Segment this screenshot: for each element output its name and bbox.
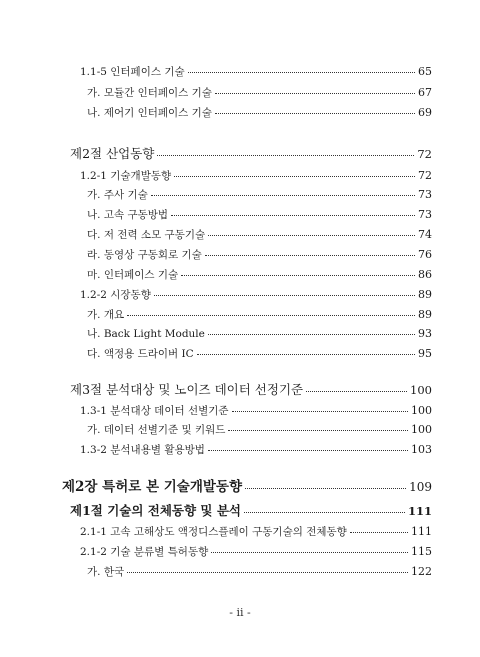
toc-entry-page: 65 <box>418 65 432 78</box>
dot-leader <box>228 430 408 431</box>
dot-leader <box>205 255 415 256</box>
toc-entry-title: 가. 모듈간 인터페이스 기술 <box>87 87 212 99</box>
toc-entry-page: 73 <box>418 208 432 221</box>
toc-entry <box>87 209 432 221</box>
dot-leader <box>181 275 415 276</box>
toc-entry-page: 109 <box>409 480 432 494</box>
dot-leader <box>127 572 408 573</box>
dot-leader <box>232 411 408 412</box>
dot-leader <box>188 72 415 73</box>
toc-entry <box>80 405 432 417</box>
toc-entry-title: 다. 저 전력 소모 구동기술 <box>87 229 206 241</box>
toc-entry <box>80 170 432 182</box>
toc-entry-page: 72 <box>418 169 432 182</box>
toc-entry-page: 69 <box>418 106 432 119</box>
dot-leader <box>151 195 415 196</box>
toc-entry <box>80 66 432 78</box>
toc-entry-title: 제2절 산업동향 <box>70 146 155 161</box>
dot-leader <box>245 488 406 489</box>
page-number-footer: - ii - <box>229 606 251 619</box>
toc-entry <box>87 87 432 99</box>
dot-leader <box>157 155 414 156</box>
toc-entry <box>62 481 432 495</box>
toc-entry <box>87 566 432 578</box>
toc-entry-page: 89 <box>418 288 432 301</box>
toc-entry-page: 76 <box>418 248 432 261</box>
toc-entry-title: 가. 주사 기술 <box>87 189 148 201</box>
toc-entry-title: 라. 동영상 구동회로 기술 <box>87 249 202 261</box>
toc-entry <box>80 546 432 558</box>
dot-leader <box>208 235 415 236</box>
toc-entry <box>87 309 432 321</box>
toc-entry <box>87 229 432 241</box>
toc-entry-page: 122 <box>411 565 432 578</box>
toc-entry <box>87 189 432 201</box>
toc-entry-title: 가. 개요 <box>87 309 125 321</box>
toc-entry <box>70 384 432 397</box>
toc-entry <box>70 505 432 518</box>
toc-entry-title: 가. 데이터 선별기준 및 키워드 <box>87 424 226 436</box>
toc-entry-title: 제1절 기술의 전체동향 및 분석 <box>70 503 242 518</box>
dot-leader <box>350 532 408 533</box>
toc-entry <box>87 249 432 261</box>
toc-entry-title: 나. 고속 구동방법 <box>87 209 169 221</box>
toc-entry-title: 제2장 특허로 본 기술개발동향 <box>62 479 242 495</box>
dot-leader <box>306 391 407 392</box>
toc-entry-title: 제3절 분석대상 및 노이즈 데이터 선정기준 <box>70 382 304 397</box>
toc-entry-page: 111 <box>411 525 432 538</box>
toc-entry <box>87 348 432 360</box>
dot-leader <box>244 512 405 513</box>
toc-entry-title: 2.1-1 고속 고해상도 액정디스플레이 구동기술의 전체동향 <box>80 526 347 538</box>
toc-entry <box>87 107 432 119</box>
toc-entry-title: 1.1-5 인터페이스 기술 <box>80 66 185 78</box>
toc-entry-title: 1.3-2 분석내용별 활용방법 <box>80 444 205 456</box>
toc-entry <box>87 269 432 281</box>
toc-entry-page: 93 <box>418 327 432 340</box>
toc-entry-page: 103 <box>411 443 432 456</box>
toc-entry <box>80 526 432 538</box>
toc-entry-page: 111 <box>407 504 432 518</box>
toc-entry-page: 86 <box>418 268 432 281</box>
toc-entry <box>80 289 432 301</box>
dot-leader <box>211 552 408 553</box>
toc-entry <box>87 424 432 436</box>
dot-leader <box>154 295 415 296</box>
toc-entry <box>87 328 432 340</box>
toc-entry-page: 73 <box>418 188 432 201</box>
toc-entry-page: 100 <box>411 404 432 417</box>
toc-entry-title: 나. 제어기 인터페이스 기술 <box>87 107 212 119</box>
toc-entry-title: 나. Back Light Module <box>87 328 205 340</box>
toc-entry-title: 1.3-1 분석대상 데이터 선별기준 <box>80 405 229 417</box>
toc-entry-page: 89 <box>418 308 432 321</box>
dot-leader <box>215 113 415 114</box>
toc-entry-page: 100 <box>411 423 432 436</box>
dot-leader <box>127 315 415 316</box>
dot-leader <box>208 334 415 335</box>
toc-entry-page: 74 <box>418 228 432 241</box>
toc-entry <box>80 444 432 456</box>
dot-leader <box>215 93 415 94</box>
toc-entry-title: 1.2-2 시장동향 <box>80 289 151 301</box>
toc-entry-page: 72 <box>417 147 432 161</box>
toc-entry-page: 115 <box>411 545 432 558</box>
dot-leader <box>197 354 415 355</box>
toc-entry-page: 67 <box>418 86 432 99</box>
dot-leader <box>174 176 415 177</box>
toc-entry <box>70 148 432 161</box>
toc-entry-title: 다. 액정용 드라이버 IC <box>87 348 194 360</box>
toc-entry-page: 95 <box>418 347 432 360</box>
toc-entry-title: 1.2-1 기술개발동향 <box>80 170 172 182</box>
dot-leader <box>171 215 415 216</box>
dot-leader <box>208 450 408 451</box>
toc-entry-page: 100 <box>410 383 432 397</box>
toc-entry-title: 2.1-2 기술 분류별 특허동향 <box>80 546 209 558</box>
toc-entry-title: 마. 인터페이스 기술 <box>87 269 179 281</box>
toc-entry-title: 가. 한국 <box>87 566 125 578</box>
